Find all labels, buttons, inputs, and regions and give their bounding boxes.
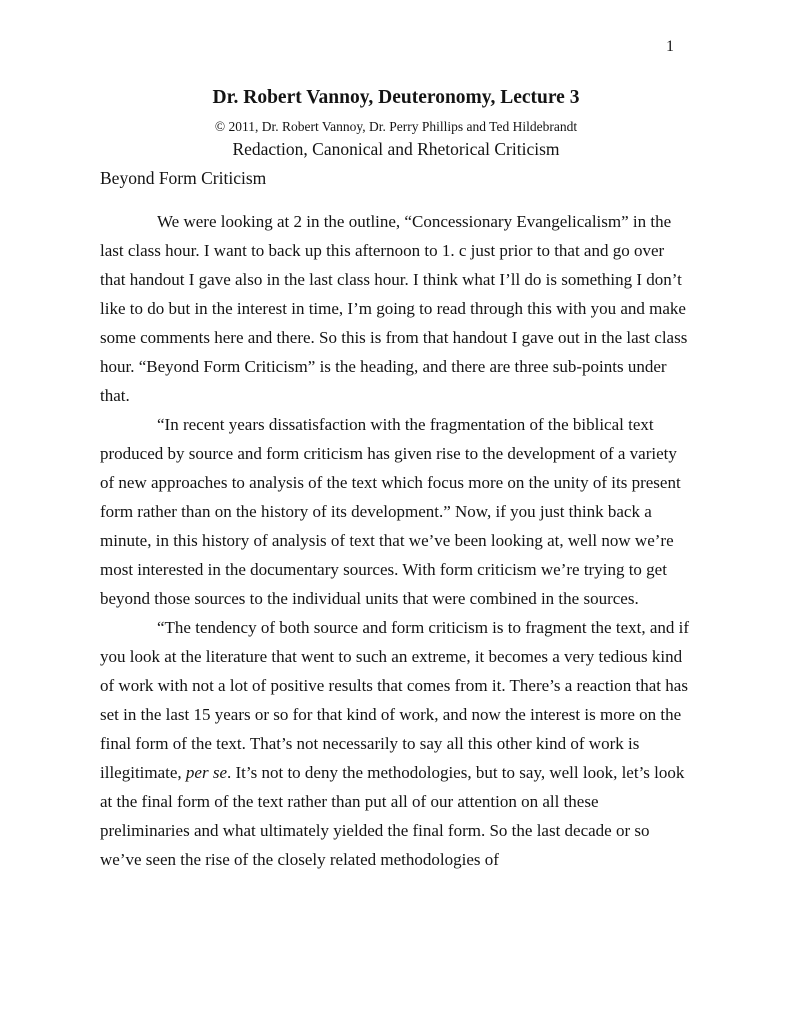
document-content [100,86,692,874]
section-heading: Beyond Form Criticism [100,168,267,188]
document-subtitle: Redaction, Canonical and Rhetorical Criticism [232,139,560,159]
page-number: 1 [666,38,674,55]
paragraph-2: “In recent years dissatisfaction with the fragmentation of the biblical text produced by source and form criticism has given rise to the development of a variety of new approaches to analysis of the text which focus more on the unity of its present form rather than on the history of its development.” Now, if you just think back a minute, in this history of analysis of text that we’ve been looking at, well now we’re most interested in the documentary sources. With form criticism we’re trying to get beyond those sources to the individual units that were combined in the sources. [100,415,681,608]
copyright-line: © 2011, Dr. Robert Vannoy, Dr. Perry Phillips and Ted Hildebrandt [214,119,578,134]
paragraph-1: We were looking at 2 in the outline, “Concessionary Evangelicalism” in the last class hour. I want to back up this afternoon to 1. c just prior to that and go over that handout I gave also in the last class hour. I think what I’ll do is something I don’t like to do but in the interest in time, I’m going to read through this with you and make some comments here and there. So this is from that handout I gave out in the last class hour. “Beyond Form Criticism” is the heading, and there are three sub-points under that. [100,212,688,405]
paragraph-3 [100,613,692,874]
document-title: Dr. Robert Vannoy, Deuteronomy, Lecture 3 [212,87,580,108]
paragraph-3-text-before: “The tendency of both source and form criticism is to fragment the text, and if you look at the literature that went to such an extreme, it becomes a very tedious kind of work with not a lot of positive results that comes from it. There’s a reaction that has set in the last 15 years or so for that kind of work, and now the interest is more on the final form of the text. That’s not necessarily to say all this other kind of work is illegitimate, [100,618,690,782]
paragraph-3-italic-phrase: per se [185,763,227,782]
paragraph-3-text-after: . It’s not to deny the methodologies, but to say, well look, let’s look at the final form of the text rather than put all of our attention on all these preliminaries and what ultimately yielded the final form. So the last decade or so we’ve seen the rise of the closely related methodologies of [100,763,685,869]
